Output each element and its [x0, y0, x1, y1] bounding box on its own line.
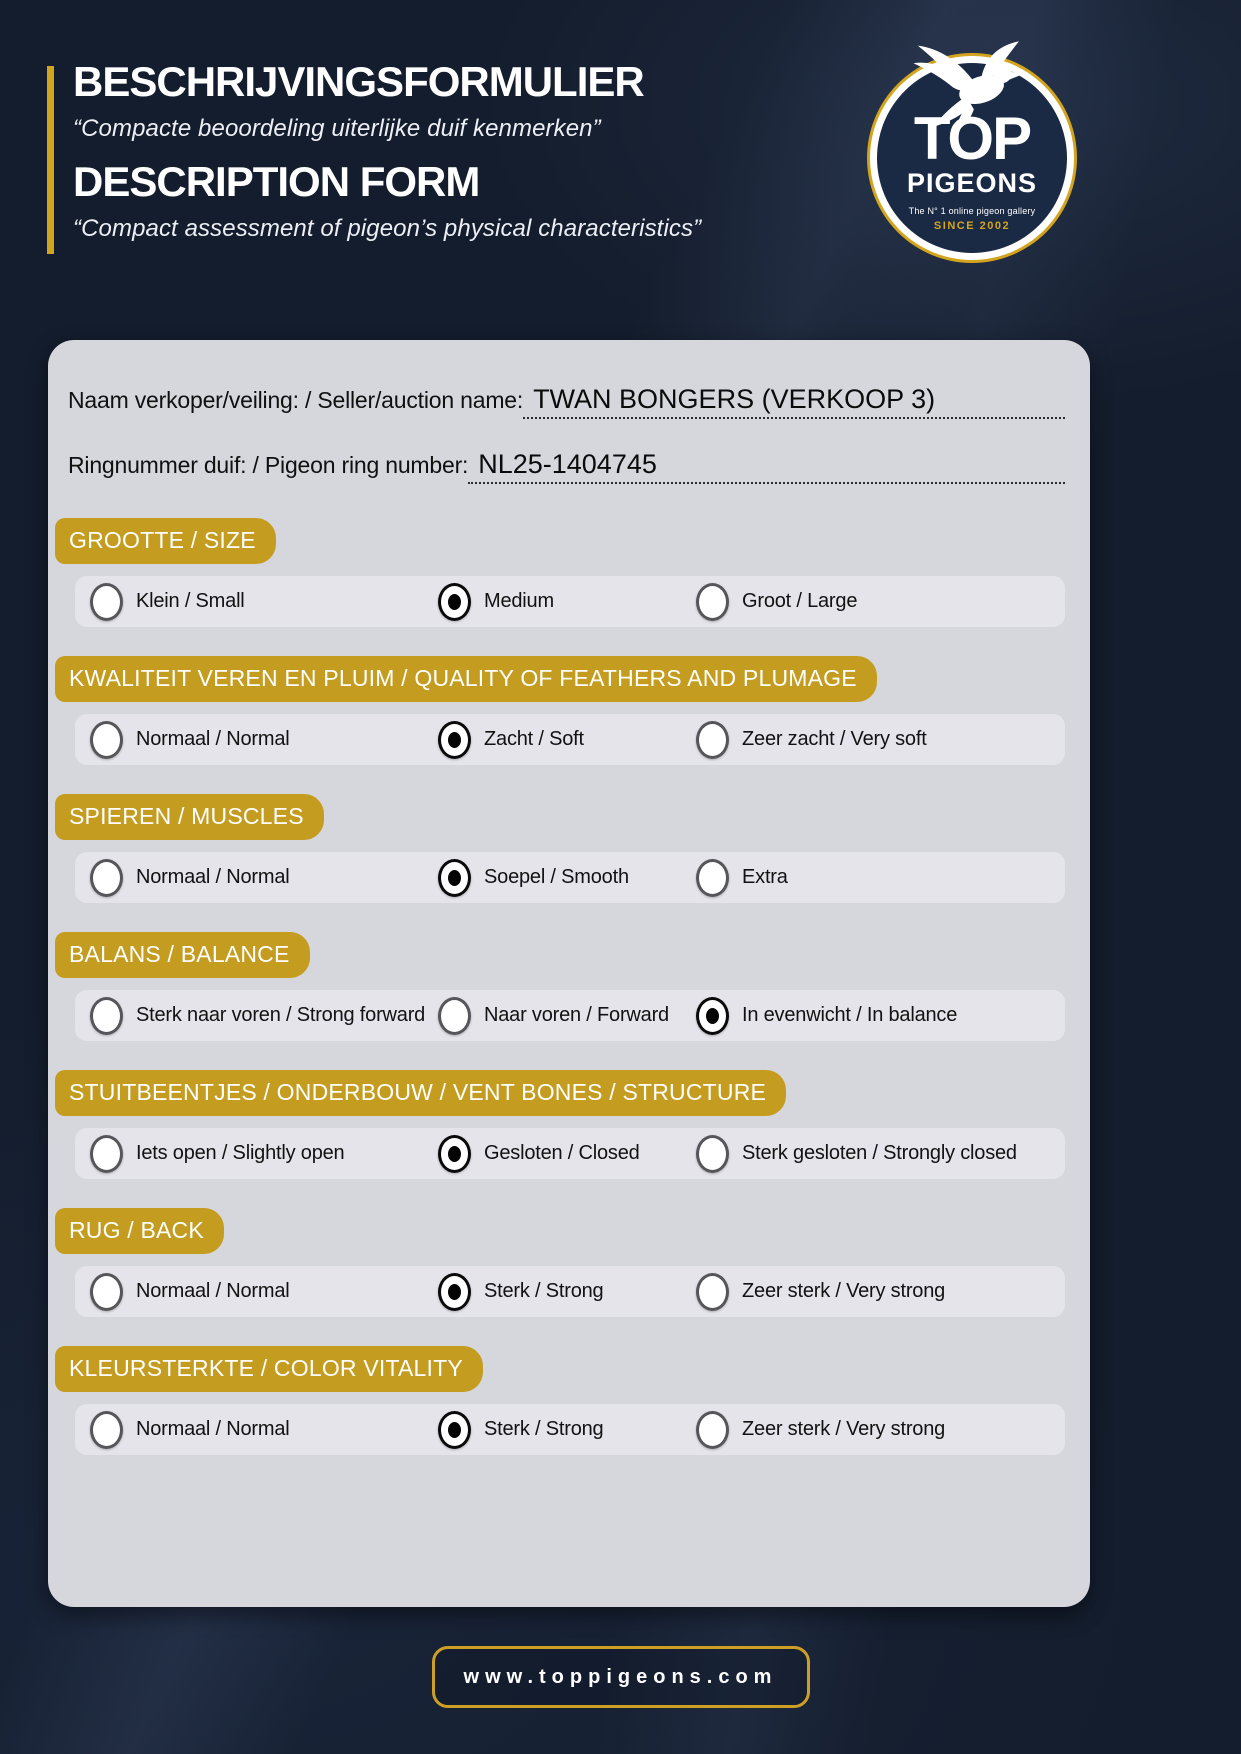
radio-option-label: Extra: [742, 866, 788, 888]
section-header: KLEURSTERKTE / COLOR VITALITY: [55, 1346, 483, 1392]
gold-accent-bar: [47, 66, 54, 254]
radio-dot: [706, 1008, 719, 1024]
radio-option-label: In evenwicht / In balance: [742, 1004, 958, 1026]
logo-since: SINCE 2002: [933, 220, 1011, 233]
page-header: [73, 60, 843, 243]
form-sections: [48, 518, 1090, 1455]
radio-button-icon: [90, 997, 123, 1035]
radio-option[interactable]: [696, 859, 1065, 897]
radio-button-icon: [438, 859, 471, 897]
section-header: KWALITEIT VEREN EN PLUIM / QUALITY OF FEATHERS AND PLUMAGE: [55, 656, 877, 702]
radio-option[interactable]: [438, 1135, 696, 1173]
radio-dot: [448, 1284, 461, 1300]
title-english: DESCRIPTION FORM: [73, 158, 480, 206]
radio-option-label: Normaal / Normal: [136, 1280, 290, 1302]
radio-option[interactable]: [696, 1135, 1065, 1173]
radio-option[interactable]: [75, 1273, 438, 1311]
form-fields: [48, 340, 1090, 484]
logo-tagline: The N° 1 online pigeon gallery: [908, 206, 1036, 217]
radio-button-icon: [438, 721, 471, 759]
logo-word-top: TOP: [913, 105, 1031, 172]
section-header: RUG / BACK: [55, 1208, 224, 1254]
radio-option[interactable]: [438, 583, 696, 621]
radio-button-icon: [438, 997, 471, 1035]
radio-option[interactable]: [696, 583, 1065, 621]
section-header: STUITBEENTJES / ONDERBOUW / VENT BONES / STRUCTURE: [55, 1070, 786, 1116]
radio-dot: [448, 870, 461, 886]
radio-option-label: Naar voren / Forward: [484, 1004, 669, 1026]
form-section: [48, 1070, 1090, 1179]
radio-option-label: Iets open / Slightly open: [136, 1142, 345, 1164]
radio-button-icon: [90, 1273, 123, 1311]
radio-option[interactable]: [75, 583, 438, 621]
radio-button-icon: [696, 1411, 729, 1449]
form-section: [48, 656, 1090, 765]
radio-option-label: Groot / Large: [742, 590, 858, 612]
radio-option[interactable]: [696, 997, 1065, 1035]
radio-option[interactable]: [438, 997, 696, 1035]
form-section: [48, 1346, 1090, 1455]
radio-button-icon: [696, 1135, 729, 1173]
radio-button-icon: [90, 721, 123, 759]
radio-option-label: Klein / Small: [136, 590, 245, 612]
radio-option-label: Normaal / Normal: [136, 1418, 290, 1440]
radio-button-icon: [90, 859, 123, 897]
radio-button-icon: [438, 1135, 471, 1173]
form-section: [48, 518, 1090, 627]
radio-button-icon: [696, 859, 729, 897]
option-row: [75, 1128, 1065, 1179]
form-section: [48, 1208, 1090, 1317]
radio-button-icon: [696, 1273, 729, 1311]
option-row: [75, 852, 1065, 903]
radio-button-icon: [90, 583, 123, 621]
radio-button-icon: [696, 721, 729, 759]
radio-button-icon: [696, 583, 729, 621]
form-card: [48, 340, 1090, 1607]
radio-option-label: Zeer sterk / Very strong: [742, 1280, 946, 1302]
radio-option[interactable]: [696, 1273, 1065, 1311]
form-section: [48, 932, 1090, 1041]
subtitle-dutch: “Compacte beoordeling uiterlijke duif kenmerken”: [73, 115, 601, 143]
field-value-input[interactable]: TWAN BONGERS (VERKOOP 3): [523, 384, 1065, 419]
logo-word-pigeons: PIGEONS: [906, 168, 1038, 199]
radio-button-icon: [90, 1411, 123, 1449]
radio-option[interactable]: [75, 721, 438, 759]
logo-text: [867, 53, 1077, 263]
option-row: [75, 1404, 1065, 1455]
option-row: [75, 1266, 1065, 1317]
radio-option[interactable]: [696, 721, 1065, 759]
form-field: [68, 449, 1065, 484]
field-label: Naam verkoper/veiling: / Seller/auction name:: [68, 387, 524, 413]
radio-option[interactable]: [438, 1273, 696, 1311]
radio-dot: [448, 732, 461, 748]
radio-option-label: Zeer zacht / Very soft: [742, 728, 927, 750]
radio-option-label: Sterk gesloten / Strongly closed: [742, 1142, 1017, 1164]
radio-option[interactable]: [75, 1135, 438, 1173]
radio-button-icon: [438, 1411, 471, 1449]
form-field: [68, 384, 1065, 419]
option-row: [75, 576, 1065, 627]
radio-option-label: Sterk naar voren / Strong forward: [136, 1004, 426, 1026]
top-pigeons-logo: [867, 53, 1077, 263]
radio-option[interactable]: [75, 1411, 438, 1449]
radio-option-label: Normaal / Normal: [136, 728, 290, 750]
radio-option[interactable]: [696, 1411, 1065, 1449]
radio-option[interactable]: [438, 721, 696, 759]
radio-dot: [448, 1422, 461, 1438]
option-row: [75, 714, 1065, 765]
title-dutch: BESCHRIJVINGSFORMULIER: [73, 58, 644, 105]
radio-option-label: Gesloten / Closed: [484, 1142, 640, 1164]
option-row: [75, 990, 1065, 1041]
radio-dot: [448, 1146, 461, 1162]
radio-option-label: Zacht / Soft: [484, 728, 584, 750]
radio-dot: [448, 594, 461, 610]
field-label: Ringnummer duif: / Pigeon ring number:: [68, 452, 469, 478]
radio-button-icon: [438, 583, 471, 621]
section-header: GROOTTE / SIZE: [55, 518, 276, 564]
radio-button-icon: [696, 997, 729, 1035]
section-header: BALANS / BALANCE: [55, 932, 310, 978]
radio-button-icon: [438, 1273, 471, 1311]
radio-option-label: Soepel / Smooth: [484, 866, 629, 888]
radio-option[interactable]: [438, 859, 696, 897]
radio-option-label: Sterk / Strong: [484, 1418, 604, 1440]
radio-button-icon: [90, 1135, 123, 1173]
section-header: SPIEREN / MUSCLES: [55, 794, 324, 840]
field-value-input[interactable]: NL25-1404745: [468, 449, 1065, 484]
website-url: www.toppigeons.com: [463, 1665, 778, 1688]
radio-option-label: Zeer sterk / Very strong: [742, 1418, 946, 1440]
radio-option[interactable]: [75, 997, 438, 1035]
subtitle-english: “Compact assessment of pigeon’s physical characteristics”: [73, 215, 702, 243]
radio-option-label: Medium: [484, 590, 554, 612]
radio-option[interactable]: [438, 1411, 696, 1449]
radio-option-label: Sterk / Strong: [484, 1280, 604, 1302]
radio-option-label: Normaal / Normal: [136, 866, 290, 888]
website-button[interactable]: [432, 1646, 810, 1708]
radio-option[interactable]: [75, 859, 438, 897]
form-section: [48, 794, 1090, 903]
